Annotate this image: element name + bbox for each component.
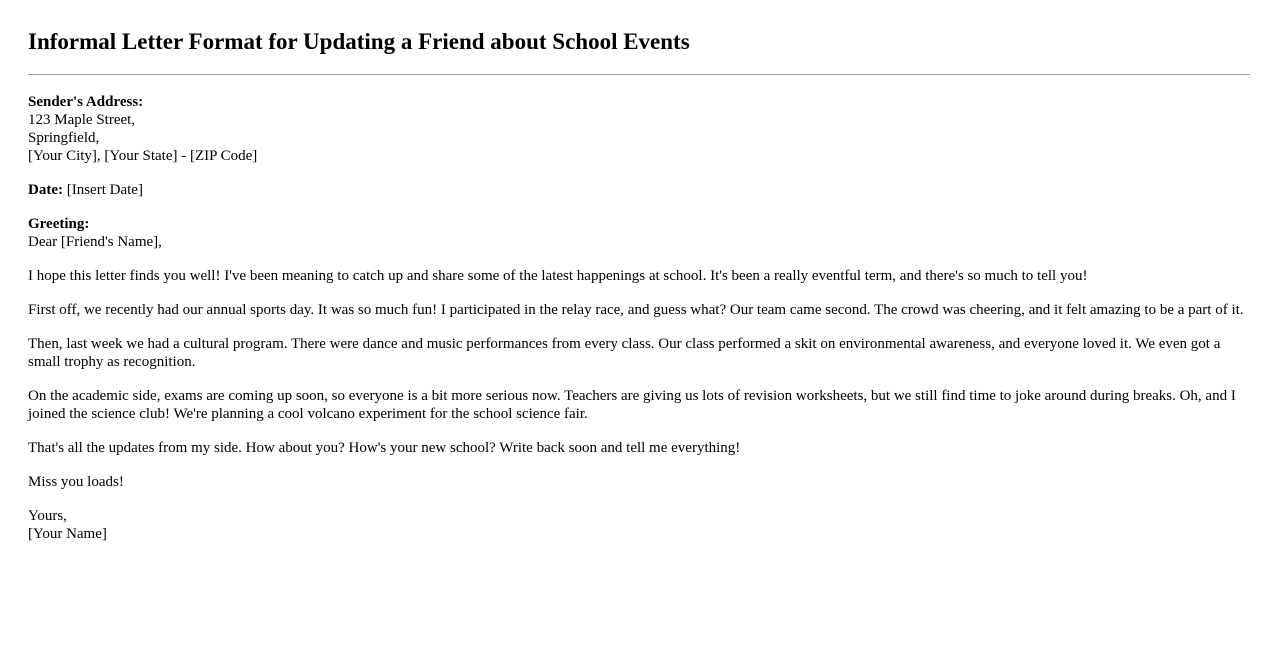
sender-address <box>28 93 1250 165</box>
sender-address-line-2: Springfield, <box>28 130 100 146</box>
body-paragraph-5: That's all the updates from my side. How about you? How's your new school? Write back soon and tell me everything! <box>28 440 741 456</box>
body-paragraph-1: I hope this letter finds you well! I've been meaning to catch up and share some of the latest happenings at school. It's been a really eventful term, and there's so much to tell you! <box>28 268 1088 284</box>
body-paragraph-3: Then, last week we had a cultural program. There were dance and music performances from every class. Our class performed a skit on environmental awareness, and everyone loved it. We even got a small trophy as recognition. <box>28 336 1221 370</box>
sender-address-line-1: 123 Maple Street, <box>28 112 136 128</box>
closing <box>28 507 1250 543</box>
date-label: Date: <box>28 182 63 198</box>
closing-signature: [Your Name] <box>28 526 107 542</box>
sender-address-label: Sender's Address: <box>28 94 144 110</box>
sender-address-line-3: [Your City], [Your State] - [ZIP Code] <box>28 148 258 164</box>
greeting-label: Greeting: <box>28 216 90 232</box>
date-value: [Insert Date] <box>66 182 143 198</box>
date-line <box>28 181 1250 199</box>
closing-salutation: Yours, <box>28 508 67 524</box>
body-paragraph-2: First off, we recently had our annual sports day. It was so much fun! I participated in the relay race, and guess what? Our team came second. The crowd was cheering, and it felt amazing to be a part of it. <box>28 302 1244 318</box>
greeting-text: Dear [Friend's Name], <box>28 234 162 250</box>
body-paragraph-4: On the academic side, exams are coming up soon, so everyone is a bit more serious now. Teachers are giving us lots of revision worksheets, but we still find time to joke around during breaks. Oh, and I joined the science club! We're planning a cool volcano experiment for the school science fair. <box>28 388 1236 422</box>
title-divider <box>28 74 1250 75</box>
body-paragraph-6: Miss you loads! <box>28 474 124 490</box>
greeting <box>28 215 1250 251</box>
page-title: Informal Letter Format for Updating a Friend about School Events <box>28 29 690 54</box>
